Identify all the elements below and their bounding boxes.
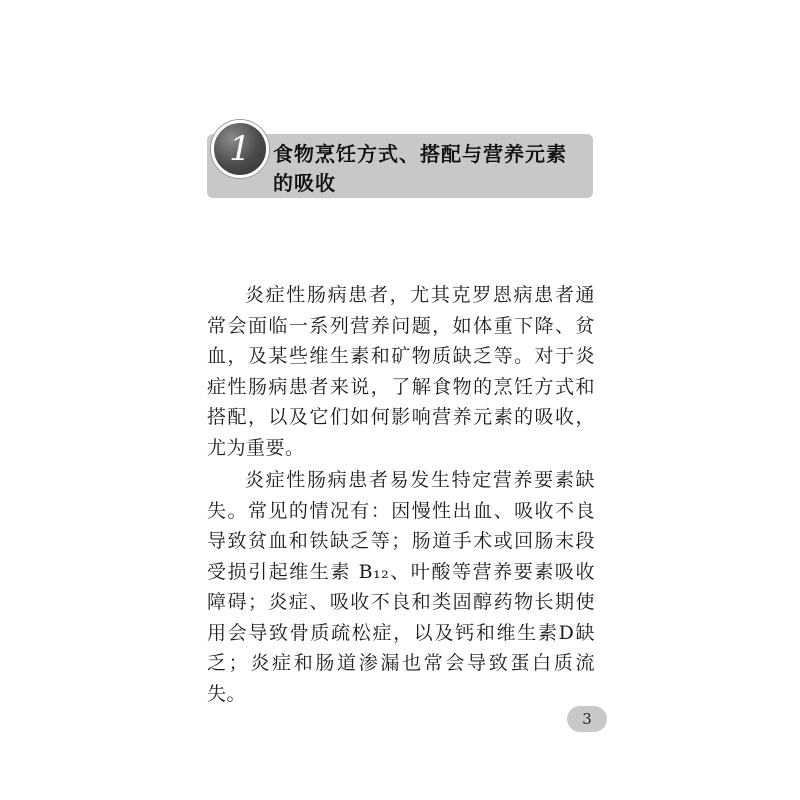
body-text: [207, 280, 595, 709]
paragraph-1: 炎症性肠病患者，尤其克罗恩病患者通常会面临一系列营养问题，如体重下降、贫血，及某些维生素和矿物质缺乏等。对于炎症性肠病患者来说，了解食物的烹饪方式和搭配，以及它们如何影响营养元素的吸收，尤为重要。: [207, 284, 595, 459]
section-number-badge: 1: [211, 120, 269, 178]
section-heading: [207, 120, 593, 198]
page-number: 3: [567, 706, 607, 732]
paragraph-2: 炎症性肠病患者易发生特定营养要素缺失。常见的情况有：因慢性出血、吸收不良导致贫血和铁缺乏等；肠道手术或回肠末段受损引起维生素 B₁₂、叶酸等营养要素吸收障碍；炎症、吸收不良和类固醇药物长期使用会导致骨质疏松症，以及钙和维生素D缺乏；炎症和肠道渗漏也常会导致蛋白质流失。: [207, 469, 595, 705]
section-title: 食物烹饪方式、搭配与营养元素的吸收: [273, 142, 567, 195]
